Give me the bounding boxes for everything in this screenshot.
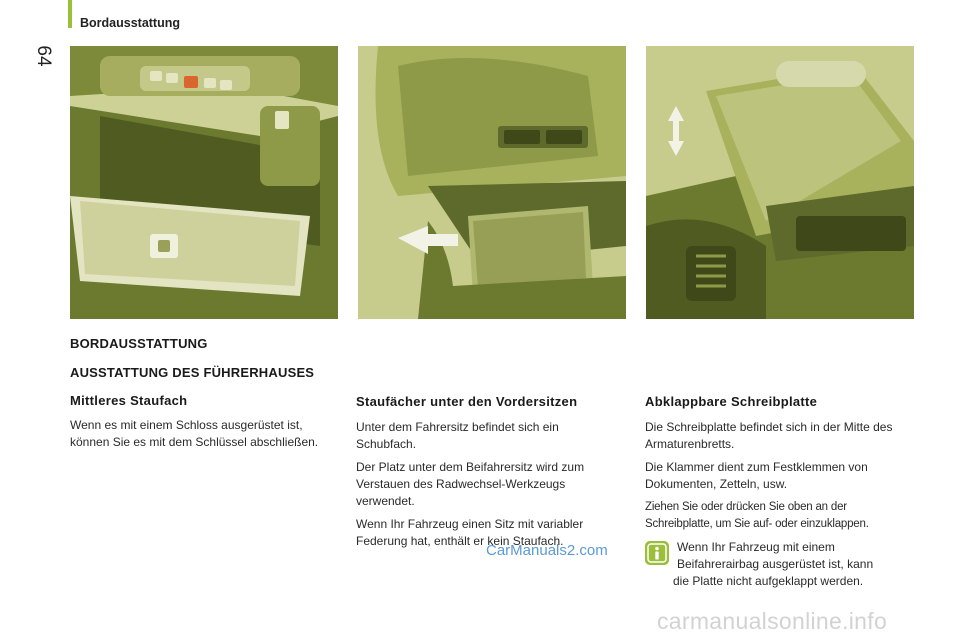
column-title: Mittleres Staufach [70,393,188,408]
paragraph: Der Platz unter dem Beifahrersitz wird zum Verstauen des Radwechsel-Werkzeugs verwendet. [356,460,585,508]
brand-watermark: CarManuals2.com [486,542,608,559]
paragraph: Unter dem Fahrersitz befindet sich ein Schubfach. [356,420,559,451]
info-text-line1: Wenn Ihr Fahrzeug mit einem Beifahrerairbag ausgerüstet ist, kann [677,540,874,571]
paragraph: Die Schreibplatte befindet sich in der Mitte des Armaturenbretts. [645,420,893,451]
paragraph: Wenn Ihr Fahrzeug einen Sitz mit variabler Federung hat, enthält er kein Staufach. [356,517,584,548]
column-under-seat-storage [356,394,618,556]
info-text-line2: die Platte nicht aufgeklappt werden. [673,574,864,588]
info-text [673,539,907,590]
column-writing-tablet [645,394,907,590]
subsection-heading: AUSSTATTUNG DES FÜHRERHAUSES [70,365,315,380]
page-number: 64 [33,45,54,67]
paragraph: Wenn es mit einem Schloss ausgerüstet ist, können Sie es mit dem Schlüssel abschließen. [70,418,319,449]
paragraph: Die Klammer dient zum Festklemmen von Dokumenten, Zetteln, usw. [645,460,868,491]
header-title: Bordausstattung [80,16,180,30]
column-central-storage [70,393,332,457]
column-title: Abklappbare Schreibplatte [645,394,818,409]
under-seat-storage-illustration [358,46,626,319]
central-storage-illustration [70,46,338,319]
column-title: Staufächer unter den Vordersitzen [356,394,578,409]
section-heading: BORDAUSSTATTUNG [70,336,208,351]
paragraph: Ziehen Sie oder drücken Sie oben an der Schreibplatte, um Sie auf- oder einzuklappen. [645,501,869,530]
footer-watermark: carmanualsonline.info [657,608,888,634]
info-icon [645,541,669,565]
info-note [645,539,907,590]
writing-tablet-illustration [646,46,914,319]
header-accent-bar [68,0,72,28]
